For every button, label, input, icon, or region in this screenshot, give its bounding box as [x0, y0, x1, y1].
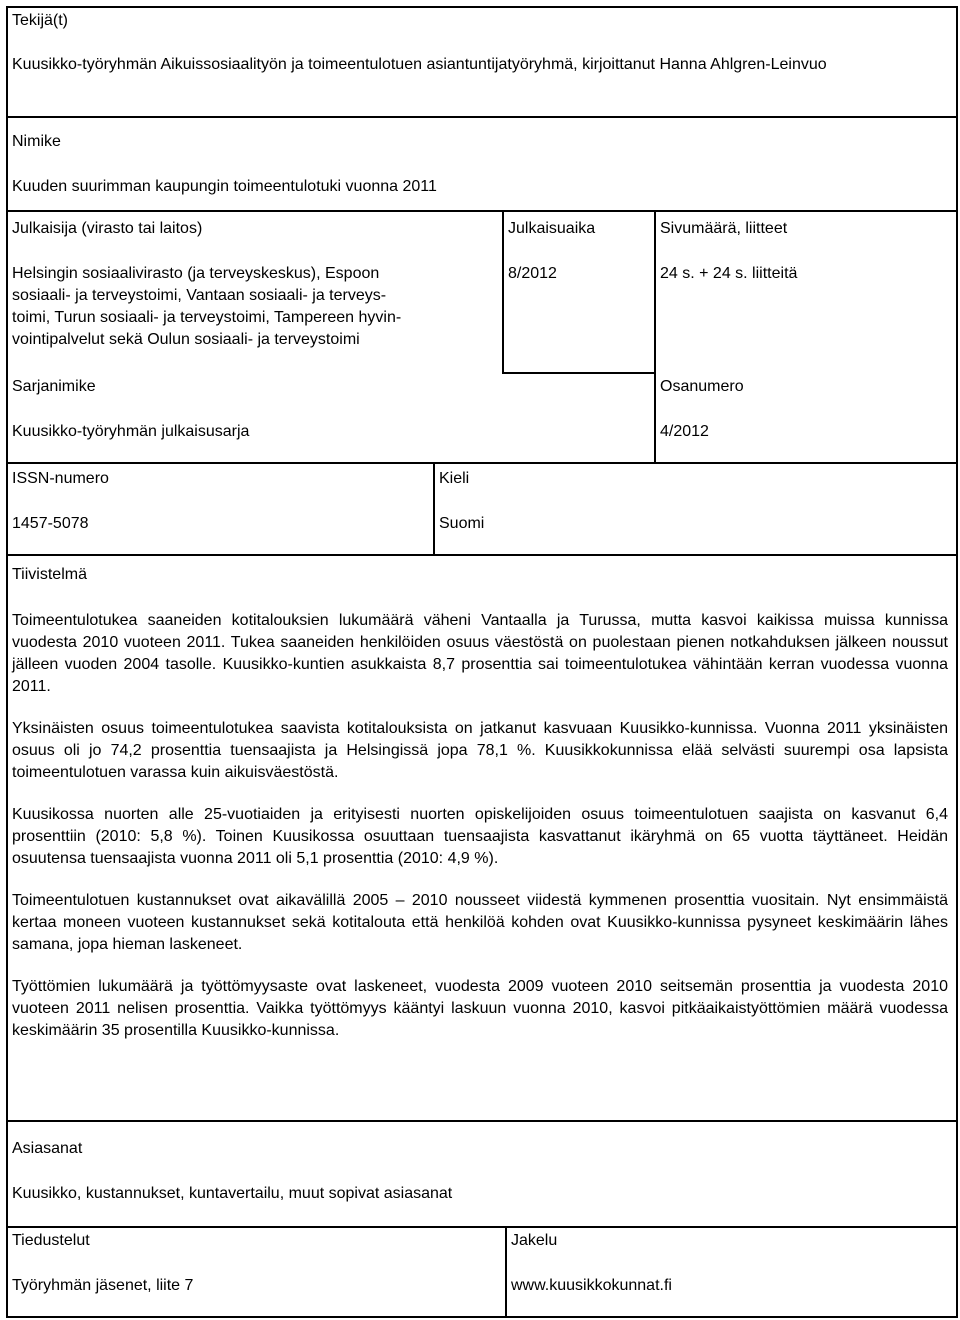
abstract-row — [8, 556, 956, 1134]
distribution-cell — [505, 1228, 956, 1316]
title-value: Kuuden suurimman kaupungin toimeentulotuki vuonna 2011 — [12, 178, 437, 195]
issn-row — [8, 464, 956, 556]
date-label: Julkaisuaika — [508, 220, 596, 237]
date-value: 8/2012 — [508, 265, 557, 282]
language-value: Suomi — [439, 515, 485, 532]
language-label: Kieli — [439, 470, 470, 487]
title-row — [8, 118, 956, 212]
date-cell — [502, 212, 654, 374]
part-cell — [654, 374, 956, 462]
series-row — [8, 374, 956, 464]
inquiries-cell — [8, 1228, 505, 1316]
part-value: 4/2012 — [660, 423, 709, 440]
pages-value: 24 s. + 24 s. liitteitä — [660, 265, 798, 282]
distribution-value: www.kuusikkokunnat.fi — [511, 1277, 672, 1294]
author-row — [8, 8, 956, 118]
publisher-label: Julkaisija (virasto tai laitos) — [12, 220, 203, 237]
author-value: Kuusikko-työryhmän Aikuissosiaalityön ja toimeentulotuen asiantuntijatyöryhmä, kirjoittanut Hanna Ahlgren-Leinvuo — [12, 56, 827, 73]
publisher-line-2: sosiaali- ja terveystoimi, Vantaan sosiaali- ja terveys- — [12, 287, 387, 304]
title-label: Nimike — [12, 133, 61, 150]
abstract-paragraph: Toimeentulotuen kustannukset ovat aikavälillä 2005 – 2010 nousseet viidestä kymmenen prosenttia vuositain. Nyt ensimmäistä kertaa moneen vuoteen kustannukset sekä kotitalouta että henkilöä kohden ovat Kuusikko-kunnissa pysyneet keskimäärin lähes samana, jopa hieman laskeneet. — [12, 892, 948, 953]
abstract-paragraph: Työttömien lukumäärä ja työttömyysaste ovat laskeneet, vuodesta 2009 vuoteen 2010 seitsemän prosenttia ja vuodesta 2010 vuoteen 2011 nelisen prosenttia. Vaikka työttömyys kääntyi laskuun vuonna 2010, kasvoi pitkäaikaistyöttömien määrä vuodessa keskimäärin 35 prosentilla Kuusikko-kunnissa. — [12, 978, 948, 1039]
abstract-label: Tiivistelmä — [12, 566, 87, 583]
publisher-line-4: vointipalvelut sekä Oulun sosiaali- ja terveystoimi — [12, 331, 360, 348]
pages-cell — [654, 212, 956, 374]
distribution-label: Jakelu — [511, 1232, 558, 1249]
pages-label: Sivumäärä, liitteet — [660, 220, 788, 237]
series-value: Kuusikko-työryhmän julkaisusarja — [12, 423, 250, 440]
abstract-paragraph: Toimeentulotukea saaneiden kotitalouksien lukumäärä väheni Vantaalla ja Turussa, mutta kasvoi kaikissa muissa kunnissa vuodesta 2010 vuoteen 2011. Tukea saaneiden henkilöiden osuus väestöstä on puolestaan pienen notkahduksen jälkeen noussut jälleen vuoden 2004 tasolle. Kuusikko-kuntien asukkaista 8,7 prosenttia sai toimeentulotukea vähintään kerran vuodessa vuonna 2011. — [12, 612, 948, 695]
series-label: Sarjanimike — [12, 378, 96, 395]
abstract-paragraph: Yksinäisten osuus toimeentulotukea saavista kotitalouksista on jatkanut kasvuaan Kuusikko-kunnissa. Vuonna 2011 yksinäisten osuus oli jo 74,2 prosenttia tuensaajista ja Helsingissä jopa 78,1 %. Kuusikkokunnissa elää selvästi suurempi osa lapsista toimeentulotuen varassa kuin aikuisväestöstä. — [12, 720, 948, 781]
keywords-label: Asiasanat — [12, 1140, 83, 1157]
keywords-row — [8, 1120, 956, 1228]
issn-value: 1457-5078 — [12, 515, 89, 532]
publisher-cell — [8, 212, 502, 374]
keywords-value: Kuusikko, kustannukset, kuntavertailu, muut sopivat asiasanat — [12, 1185, 453, 1202]
publisher-line-3: toimi, Turun sosiaali- ja terveystoimi, Tampereen hyvin- — [12, 309, 402, 326]
publisher-line-1: Helsingin sosiaalivirasto (ja terveyskeskus), Espoon — [12, 265, 380, 282]
issn-label: ISSN-numero — [12, 470, 109, 487]
series-cell — [8, 374, 654, 462]
issn-cell — [8, 464, 433, 554]
inquiries-label: Tiedustelut — [12, 1232, 90, 1249]
part-label: Osanumero — [660, 378, 744, 395]
author-label: Tekijä(t) — [12, 12, 69, 29]
contact-row — [8, 1228, 956, 1316]
inquiries-value: Työryhmän jäsenet, liite 7 — [12, 1277, 194, 1294]
publisher-row — [8, 212, 956, 374]
description-form — [6, 6, 958, 1318]
abstract-paragraph: Kuusikossa nuorten alle 25-vuotiaiden ja erityisesti nuorten opiskelijoiden osuus toimeentulotuen saajista on kasvanut 6,4 prosenttiin (2010: 5,8 %). Toinen Kuusikossa osuuttaan tuensaajista kasvattanut ikäryhmä on 65 vuotta täyttäneet. Heidän osuutensa tuensaajista vuonna 2011 oli 5,1 prosenttia (2010: 4,9 %). — [12, 806, 948, 867]
abstract-body — [12, 610, 948, 1062]
language-cell — [433, 464, 956, 554]
